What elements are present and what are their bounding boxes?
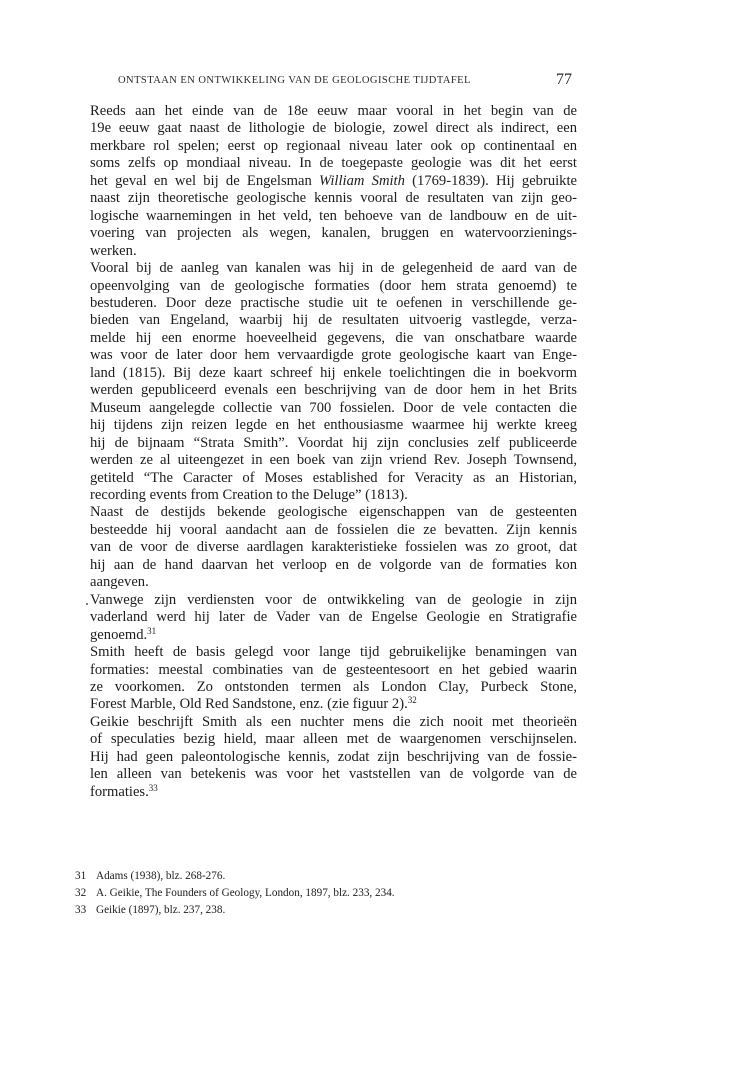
text-run: recording events from Creation to the Deluge” (1813).	[90, 486, 408, 503]
text-run: naast zijn theoretische geologische kennis vooral de resultaten van zijn geo-	[90, 190, 577, 207]
text-run: bestuderen. Door deze practische studie uit te oefenen in verschillende ge-	[90, 294, 577, 311]
text-run: len alleen van betekenis was voor het vaststellen van de volgorde van de	[90, 766, 577, 783]
text-line	[90, 190, 577, 207]
text-run: logische waarnemingen in het veld, ten behoeve van de landbouw en de uit-	[90, 207, 577, 224]
text-line	[90, 714, 577, 731]
text-line	[90, 696, 577, 713]
text-line	[90, 679, 577, 696]
text-line	[90, 400, 577, 417]
text-line	[90, 260, 577, 277]
text-run: of speculaties bezig hield, maar alleen met de waargenomen verschijnselen.	[90, 731, 577, 748]
text-line	[90, 173, 577, 190]
text-run: Smith heeft de basis gelegd voor lange tijd gebruikelijke benamingen van	[90, 644, 577, 661]
text-run: Reeds aan het einde van de 18e eeuw maar vooral in het begin van de	[90, 103, 577, 119]
text-line	[90, 644, 577, 661]
footnote-reference: 32	[407, 695, 417, 706]
text-run: van de voor de diverse aardlagen karakteristieke fossielen was zo groot, dat	[90, 539, 577, 556]
text-run: het geval en wel bij de Engelsman	[90, 172, 320, 189]
text-run: Museum aangelegde collectie van 700 fossielen. Door de vele contacten die	[90, 399, 577, 416]
paragraph	[90, 103, 577, 260]
margin-speck	[86, 603, 88, 605]
footnote	[75, 885, 555, 902]
text-line	[90, 470, 577, 487]
text-run: Geikie beschrijft Smith als een nuchter mens die zich nooit met theorieën	[90, 713, 577, 730]
text-line	[90, 487, 577, 504]
text-run: getiteld “The Caracter of Moses established for Veracity as an Historian,	[90, 469, 577, 486]
text-run: merkbare rol spelen; eerst op regionaal niveau later ook op continentaal en	[90, 137, 577, 154]
paragraph	[90, 592, 577, 644]
text-line	[90, 504, 577, 521]
text-line	[90, 312, 577, 329]
page-header	[118, 71, 578, 92]
text-line	[90, 557, 577, 574]
body-text	[90, 103, 577, 801]
text-line	[90, 155, 577, 172]
text-line	[90, 208, 577, 225]
footnote-text: Adams (1938), blz. 268-276.	[96, 870, 226, 882]
text-line	[90, 138, 577, 155]
text-line	[90, 749, 577, 766]
paragraph	[90, 260, 577, 504]
text-line	[90, 278, 577, 295]
text-line	[90, 347, 577, 364]
paragraph	[90, 644, 577, 714]
running-head: ONTSTAAN EN ONTWIKKELING VAN DE GEOLOGISCHE TIJDTAFEL	[118, 75, 471, 86]
text-line	[90, 225, 577, 242]
footnote-reference: 33	[148, 782, 158, 793]
text-line	[90, 574, 577, 591]
text-line	[90, 766, 577, 783]
text-run: werden gepubliceerd evenals een beschrijving van de door hem in het Brits	[90, 382, 577, 399]
text-run: vaderland werd hij later de Vader van de Engelse Geologie en Stratigrafie	[90, 609, 577, 626]
text-run: Hij had geen paleontologische kennis, zodat zijn beschrijving van de fossie-	[90, 748, 577, 765]
text-run: Vooral bij de aanleg van kanalen was hij in de gelegenheid de aard van de	[90, 260, 577, 277]
text-run: opeenvolging van de geologische formaties (door hem strata genoemd) te	[90, 277, 577, 294]
text-run: soms zelfs op mondiaal niveau. In de toegepaste geologie was dit het eerst	[90, 155, 577, 172]
footnote	[75, 902, 555, 919]
text-run: melde hij een enorme hoeveelheid gegevens, die van onschatbare waarde	[90, 329, 577, 346]
text-run: (1769-1839). Hij gebruikte	[404, 172, 578, 189]
text-run: land (1815). Bij deze kaart schreef hij enkele toelichtingen die in boekvorm	[90, 364, 577, 381]
italic-name: William Smith	[319, 172, 405, 189]
text-line	[90, 731, 577, 748]
text-run: formaties.	[90, 783, 149, 800]
footnote-text: A. Geikie, The Founders of Geology, London, 1897, blz. 233, 234.	[96, 887, 395, 900]
text-run: besteedde hij vooral aandacht aan de fossielen die ze bevatten. Zijn kennis	[90, 521, 577, 538]
text-run: bieden van Engeland, waarbij hij de resultaten uitvoerig vastlegde, verza-	[90, 312, 577, 329]
text-run: ze voorkomen. Zo ontstonden termen als London Clay, Purbeck Stone,	[90, 678, 577, 695]
text-run: Forest Marble, Old Red Sandstone, enz. (zie figuur 2).	[90, 696, 408, 713]
text-line	[90, 627, 577, 644]
text-line	[90, 243, 577, 260]
text-run: voering van projecten als wegen, kanalen, bruggen en watervoorzienings-	[90, 225, 577, 242]
text-line	[90, 662, 577, 679]
text-run: aangeven.	[90, 574, 149, 591]
text-line	[90, 452, 577, 469]
text-run: Naast de destijds bekende geologische eigenschappen van de gesteenten	[90, 504, 577, 521]
text-run: was voor de later door hem vervaardigde grote geologische kaart van Enge-	[90, 347, 577, 364]
text-run: werden ze al uiteengezet in een boek van zijn vriend Rev. Joseph Townsend,	[90, 452, 577, 469]
paragraph	[90, 504, 577, 591]
text-line	[90, 382, 577, 399]
text-run: hij tijdens zijn reizen legde en het enthousiasme waarmee hij werkte kreeg	[90, 417, 577, 434]
text-line	[90, 609, 577, 626]
text-line	[90, 435, 577, 452]
text-run: formaties: meestal combinaties van de gesteentesoort en het gebied waarin	[90, 661, 577, 678]
text-run: hij aan de hand daarvan het verloop en de volgorde van de formaties kon	[90, 556, 577, 573]
footnotes	[75, 868, 555, 920]
paragraph	[90, 714, 577, 801]
text-line	[90, 522, 577, 539]
text-run: hij de bijnaam “Strata Smith”. Voordat hij zijn conclusies zelf publiceerde	[90, 434, 577, 451]
page-number: 77	[556, 71, 572, 88]
text-line	[90, 330, 577, 347]
footnote-number: 31	[75, 870, 87, 882]
text-run: 19e eeuw gaat naast de lithologie de biologie, zowel direct als indirect, een	[90, 120, 577, 137]
text-run: genoemd.	[90, 626, 148, 643]
text-run: Vanwege zijn verdiensten voor de ontwikkeling van de geologie in zijn	[90, 591, 577, 608]
text-line	[90, 103, 577, 120]
text-line	[90, 365, 577, 382]
text-line	[90, 417, 577, 434]
text-line	[90, 295, 577, 312]
footnote-number: 32	[75, 887, 87, 900]
text-run: werken.	[90, 242, 137, 259]
text-line	[90, 539, 577, 556]
footnote-number: 33	[75, 904, 87, 917]
footnote	[75, 868, 555, 885]
footnote-reference: 31	[147, 625, 157, 636]
text-line	[90, 784, 577, 801]
text-line	[90, 120, 577, 137]
footnote-text: Geikie (1897), blz. 237, 238.	[96, 904, 226, 917]
text-line	[90, 592, 577, 609]
